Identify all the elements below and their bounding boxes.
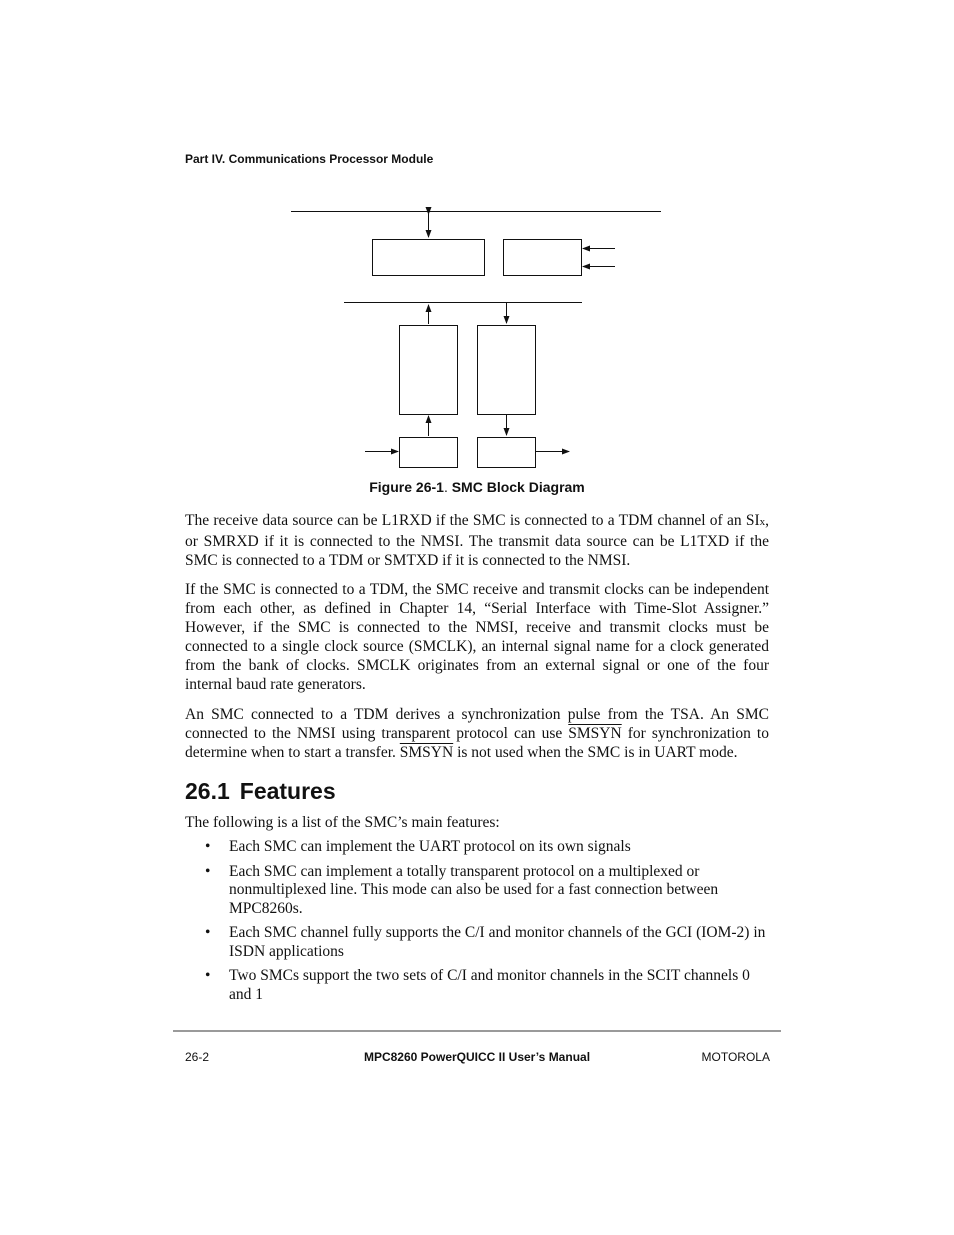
- paragraph-data-source: The receive data source can be L1RXD if the SMC is connected to a TDM channel of an SIx, or SMRXD if it is connected to the NMSI. The transmit data source can be L1TXD if the SMC is connected to a TDM or SMTXD if it is connected to the NMSI.: [185, 512, 769, 569]
- list-item: • Each SMC channel fully supports the C/I and monitor channels of the GCI (IOM-2) in ISDN applications: [205, 924, 766, 960]
- paragraph-clock-sources: If the SMC is connected to a TDM, the SMC receive and transmit clocks can be independent from each other, as defined in Chapter 14, “Serial Interface with Time-Slot Assigner.” However, if the SMC is connected to the NMSI, receive and transmit clocks must be connected to a single clock source (SMCLK), an internal signal name for a clock generated from the bank of clocks. SMCLK originates from an external signal or one of the four internal baud rate generators.: [185, 581, 769, 693]
- smc-block-diagram: [0, 0, 954, 480]
- control-registers-block: [373, 240, 485, 276]
- section-heading: [185, 778, 336, 805]
- figure-label: Figure 26-1: [369, 479, 444, 495]
- clock-gen-block: [504, 240, 582, 276]
- section-title: Features: [239, 778, 336, 804]
- figure-separator: .: [443, 479, 448, 495]
- figure-title: SMC Block Diagram: [451, 479, 585, 495]
- section-number: 26.1: [185, 778, 230, 804]
- bullet-icon: •: [205, 862, 211, 880]
- bullet-icon: •: [205, 838, 211, 855]
- footer-rule: [173, 1030, 781, 1032]
- signal-smsyn: SMSYN: [568, 725, 622, 742]
- tx-shifter-block: [478, 438, 536, 468]
- rx-data-register-block: [400, 326, 458, 415]
- footer-company: MOTOROLA: [701, 1050, 770, 1064]
- list-item: • Two SMCs support the two sets of C/I and monitor channels in the SCIT channels 0 and 1: [205, 967, 750, 1003]
- features-intro: The following is a list of the SMC’s main features:: [185, 814, 500, 831]
- list-item: • Each SMC can implement the UART protocol on its own signals: [205, 838, 631, 855]
- running-header: Part IV. Communications Processor Module: [185, 152, 434, 166]
- features-list: [185, 838, 775, 1010]
- bullet-icon: •: [205, 967, 211, 984]
- rx-shifter-block: [400, 438, 458, 468]
- list-item: • Each SMC can implement a totally transparent protocol on a multiplexed or nonmultiplexed line. This mode can also be used for a fast connection between MPC8260s.: [205, 862, 719, 917]
- figure-caption: [0, 479, 954, 495]
- signal-smsyn: SMSYN: [399, 744, 454, 761]
- tx-data-register-block: [478, 326, 536, 415]
- paragraph-synchronization: An SMC connected to a TDM derives a synchronization pulse from the TSA. An SMC connected to the NMSI using transparent protocol can use SMSYN for synchronization to determine when to start a transfer. SMSYN is not used when the SMC is in UART mode.: [185, 706, 769, 761]
- footer-manual-title: MPC8260 PowerQUICC II User’s Manual: [363, 1050, 591, 1064]
- footer-page-number: 26-2: [185, 1050, 210, 1064]
- bullet-icon: •: [205, 924, 211, 941]
